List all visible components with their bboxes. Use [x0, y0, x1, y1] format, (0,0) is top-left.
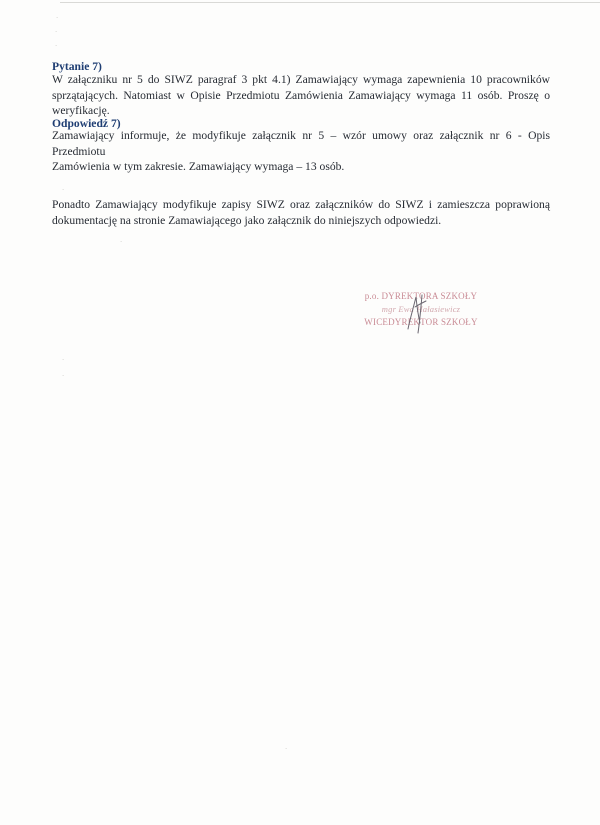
- scan-speck: ·: [62, 186, 65, 194]
- question-line: sprzątających. Natomiast w Opisie Przedmiotu Zamówienia Zamawiający wymaga 11 osób. Proszę o: [52, 88, 550, 102]
- stamp-line-role: WICEDYREKTOR SZKOŁY: [364, 317, 478, 327]
- question-line: W załączniku nr 5 do SIWZ paragraf 3 pkt 4.1) Zamawiający wymaga zapewnienia 10 pracowników: [52, 73, 550, 86]
- answer-heading: Odpowiedź 7): [52, 117, 121, 130]
- scan-speck: ·: [55, 28, 58, 36]
- question-line: weryfikację.: [52, 104, 110, 118]
- answer-line: Zamawiający informuje, że modyfikuje załącznik nr 5 – wzór umowy oraz załącznik nr 6 - Opis Przedmiotu: [52, 129, 550, 158]
- scan-speck: ·: [62, 372, 65, 380]
- stamp-line-title: p.o. DYREKTORA SZKOŁY: [364, 291, 478, 301]
- note-line: Ponadto Zamawiający modyfikuje zapisy SIWZ oraz załączników do SIWZ i zamieszcza poprawioną: [52, 198, 550, 211]
- scan-speck: ·: [62, 356, 65, 364]
- scan-speck: ·: [120, 238, 123, 246]
- question-heading: Pytanie 7): [52, 60, 102, 73]
- additional-note: [52, 197, 550, 228]
- scan-speck: ·: [56, 14, 59, 22]
- answer-line: Zamówienia w tym zakresie. Zamawiający wymaga – 13 osób.: [52, 160, 345, 174]
- scan-speck: ·: [285, 745, 288, 753]
- handwritten-signature: [398, 289, 434, 337]
- answer-body: [52, 128, 550, 175]
- stamp-line-name: mgr Ewa Hałasiewicz: [381, 304, 461, 314]
- note-line: dokumentację na stronie Zamawiającego jako załącznik do niniejszych odpowiedzi.: [52, 213, 442, 227]
- question-body: [52, 72, 550, 119]
- scan-speck: ·: [55, 42, 58, 50]
